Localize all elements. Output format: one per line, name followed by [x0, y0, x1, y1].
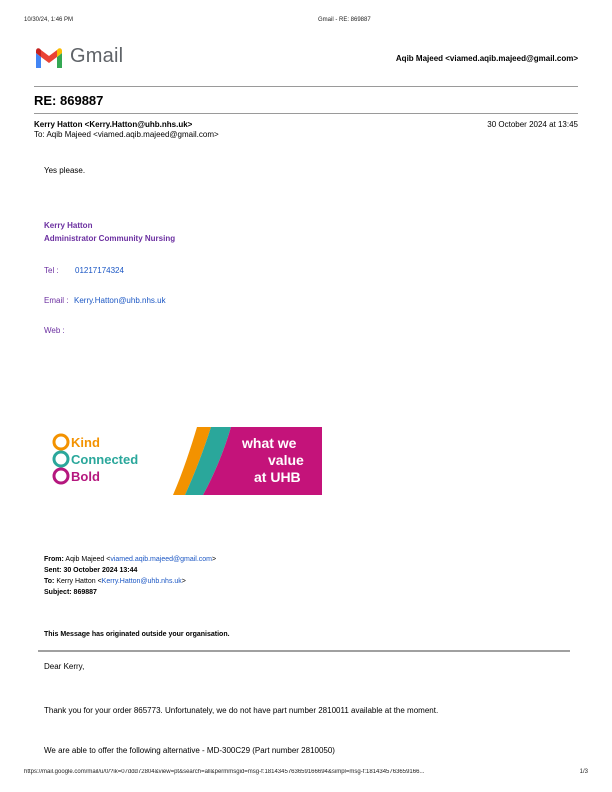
banner-word-kind: Kind [71, 435, 100, 450]
quoted-subject: Subject: 869887 [44, 589, 97, 596]
external-notice: This Message has originated outside your organisation. [44, 631, 230, 638]
gmail-m-icon [34, 46, 64, 68]
quoted-paragraph-2: We are able to offer the following alternative - MD-300C29 (Part number 2810050) [44, 746, 335, 755]
quoted-sent: Sent: 30 October 2024 13:44 [44, 567, 138, 574]
quoted-from [44, 555, 216, 565]
print-page-number: 1/3 [579, 769, 588, 775]
banner-line-1: what we [242, 435, 297, 451]
message-date: 30 October 2024 at 13:45 [487, 120, 578, 129]
gmail-wordmark: Gmail [70, 45, 124, 67]
message-to: To: Aqib Majeed <viamed.aqib.majeed@gmail.com> [34, 130, 219, 139]
quoted-to-email[interactable]: Kerry.Hatton@uhb.nhs.uk [101, 578, 182, 585]
divider-subject [34, 113, 578, 114]
quoted-from-close: > [212, 556, 217, 563]
quoted-from-name: Aqib Majeed < [65, 556, 111, 563]
quoted-to-name: Kerry Hatton < [56, 578, 102, 585]
print-url[interactable]: https://mail.google.com/mail/u/0/?ik=07ddd72804&view=pt&search=all&permmsgid=msg-f:1814345763659166694&simpl=msg-f:1814345763659166... [24, 769, 425, 775]
divider-top [34, 86, 578, 87]
message-from[interactable]: Kerry Hatton <Kerry.Hatton@uhb.nhs.uk> [34, 120, 193, 129]
message-body: Yes please. [44, 166, 86, 175]
banner-word-connected: Connected [71, 452, 139, 467]
quoted-to [44, 577, 186, 587]
thread-subject: RE: 869887 [34, 93, 104, 108]
quoted-greeting: Dear Kerry, [44, 662, 85, 671]
quoted-from-label: From: [44, 556, 64, 563]
print-datetime: 10/30/24, 1:46 PM [24, 17, 74, 23]
banner-word-bold: Bold [71, 469, 100, 484]
banner-line-3: at UHB [254, 469, 301, 485]
notice-divider [38, 650, 570, 652]
quoted-to-label: To: [44, 578, 55, 585]
quoted-paragraph-1: Thank you for your order 865773. Unfortunately, we do not have part number 2810011 available at the moment. [44, 706, 439, 715]
signature-name: Kerry Hatton [44, 221, 93, 230]
banner-line-2: value [268, 452, 304, 468]
quoted-to-close: > [181, 578, 186, 585]
print-page-title: Gmail - RE: 869887 [318, 17, 371, 23]
signature-email-link[interactable]: Kerry.Hatton@uhb.nhs.uk [74, 296, 166, 305]
signature-web-label: Web : [44, 326, 65, 335]
uhb-values-banner [51, 427, 322, 495]
signature-email-label: Email : [44, 296, 69, 305]
quoted-from-email[interactable]: viamed.aqib.majeed@gmail.com [110, 556, 213, 563]
signature-role: Administrator Community Nursing [44, 234, 176, 243]
signature-tel-label: Tel : [44, 266, 59, 275]
account-user: Aqib Majeed <viamed.aqib.majeed@gmail.com> [395, 54, 578, 63]
gmail-logo[interactable] [34, 45, 123, 68]
signature-tel-value[interactable]: 01217174324 [75, 266, 124, 275]
